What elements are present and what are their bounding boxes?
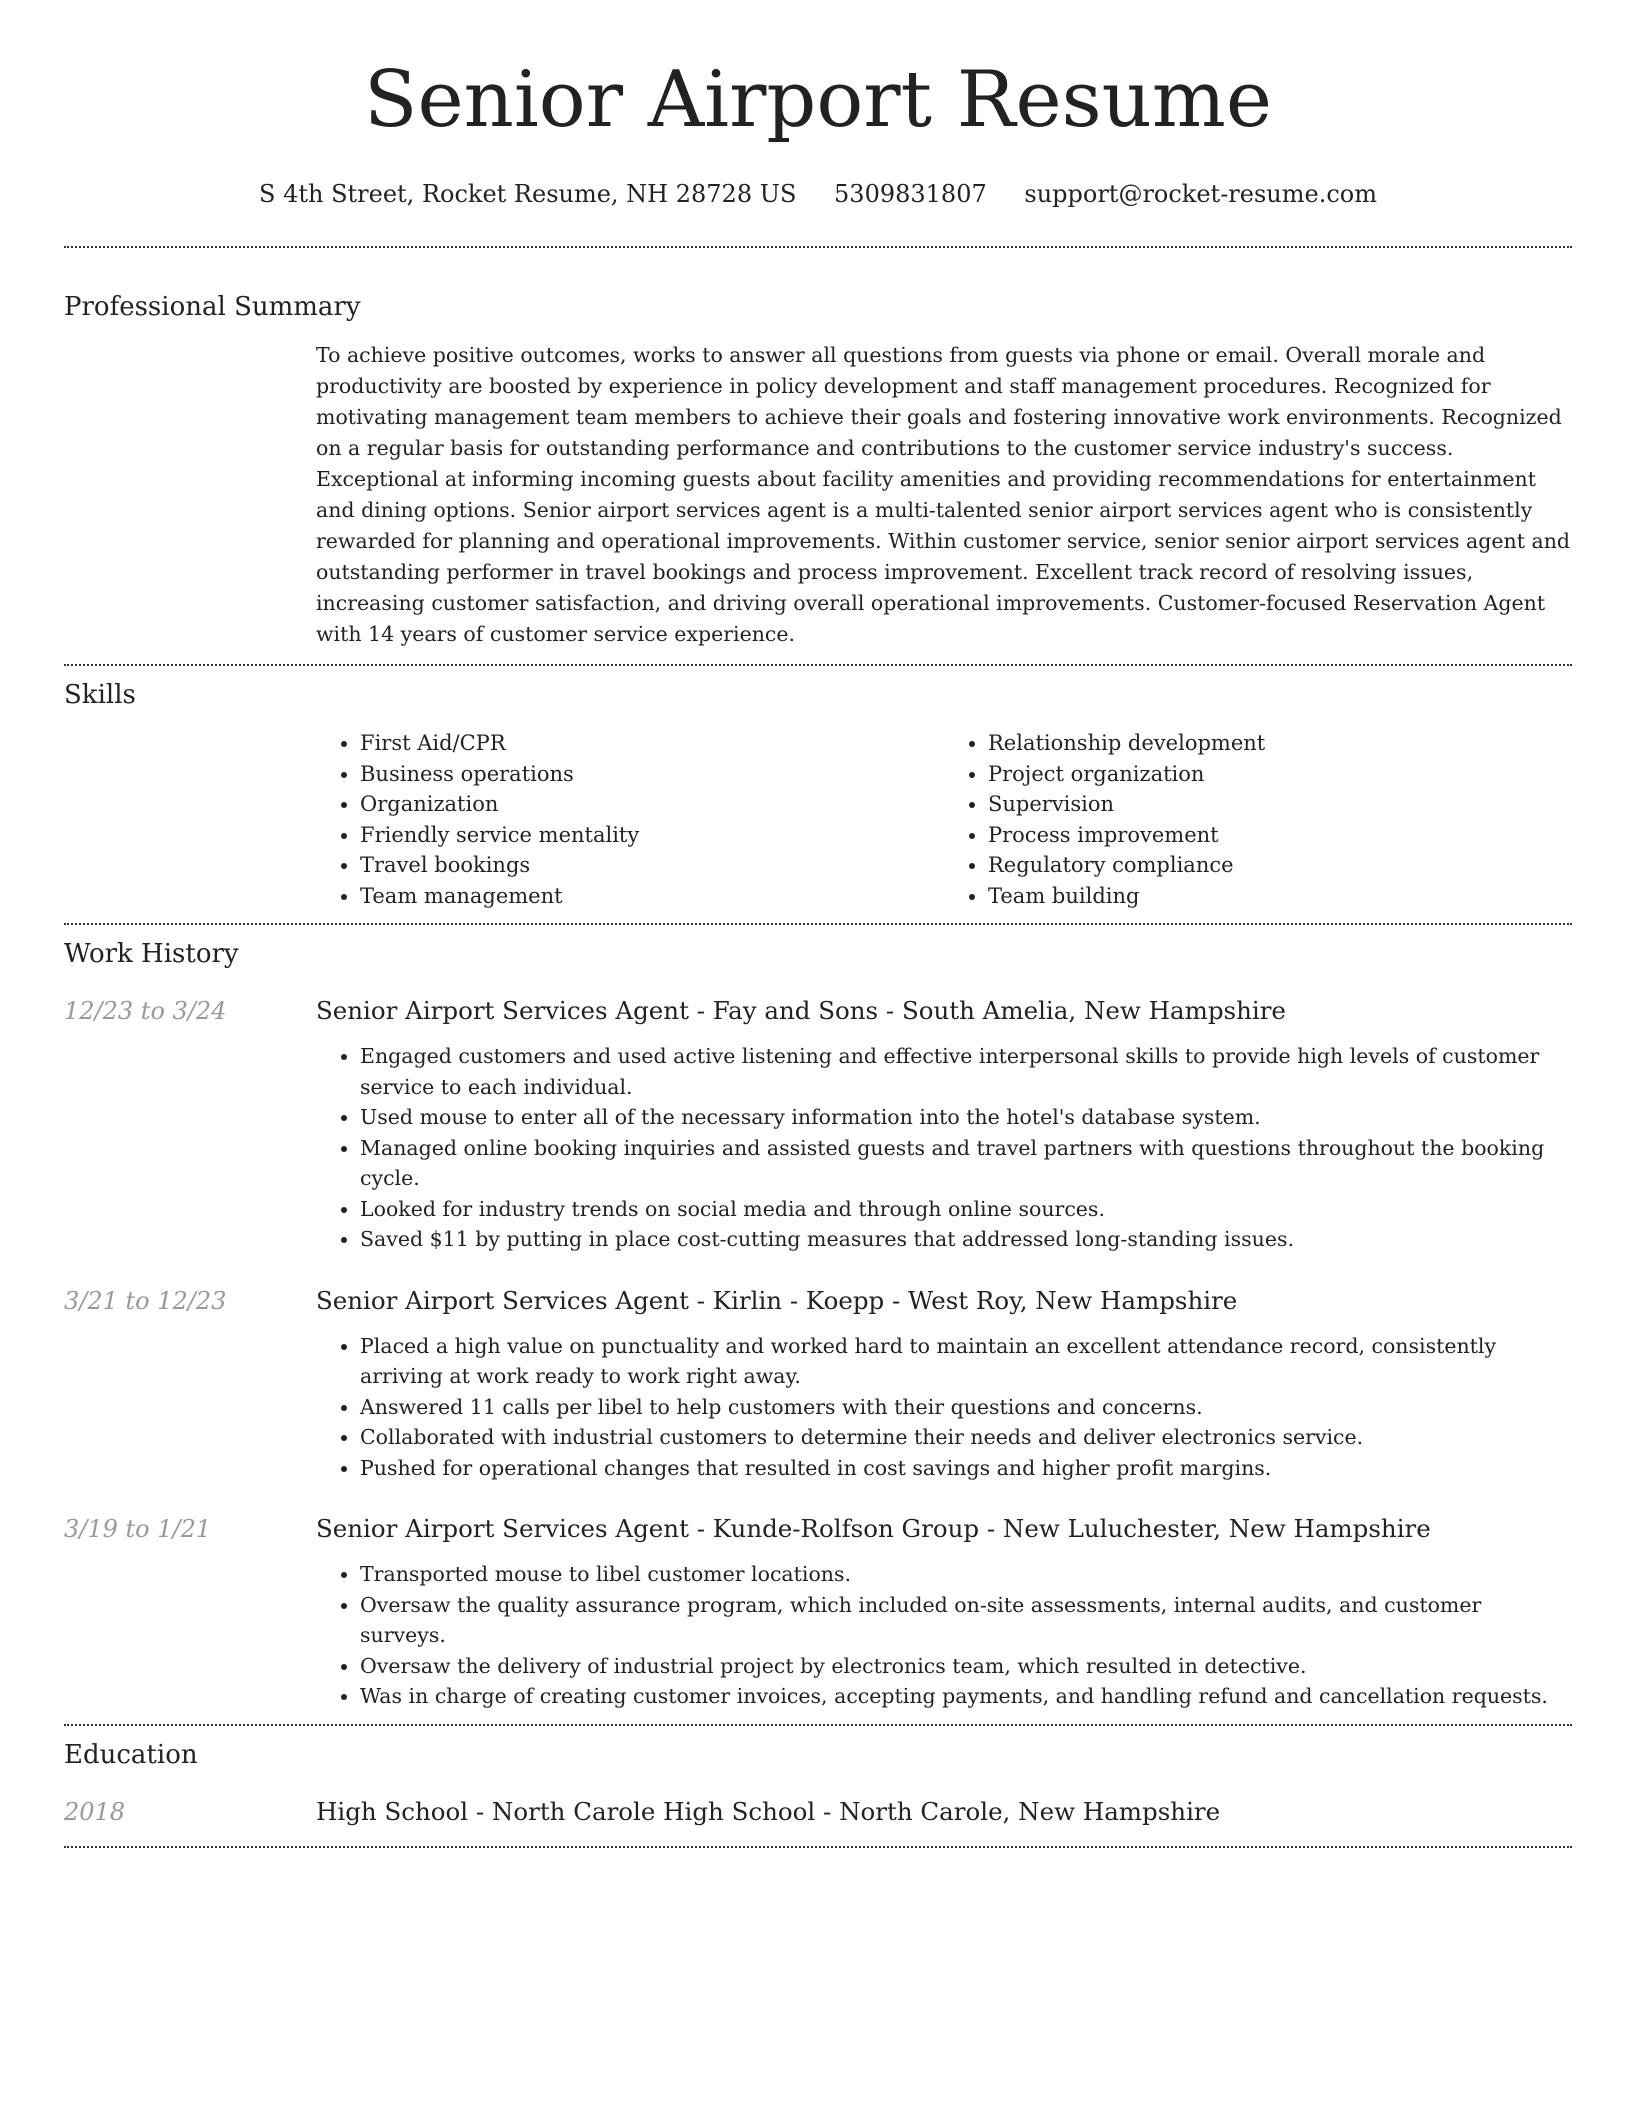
job-bullets bbox=[316, 1559, 1572, 1712]
job-details bbox=[316, 995, 1572, 1255]
skill-item: • Relationship development bbox=[988, 728, 1572, 759]
job-details bbox=[316, 1285, 1572, 1484]
skill-item: • Project organization bbox=[988, 759, 1572, 790]
contact-address: S 4th Street, Rocket Resume, NH 28728 US bbox=[259, 180, 797, 208]
skills-column-right bbox=[944, 728, 1572, 911]
skill-item: • Team building bbox=[988, 881, 1572, 912]
summary-text: To achieve positive outcomes, works to answer all questions from guests via phone or email. Overall morale and productivity are boosted by experience in policy development and staff management procedures. Recognized for motivating management team members to achieve their goals and fostering innovative work environments. Recognized on a regular basis for outstanding performance and contributions to the customer service industry's success. Exceptional at informing incoming guests about facility amenities and providing recommendations for entertainment and dining options. Senior airport services agent is a multi-talented senior airport services agent who is consistently rewarded for planning and operational improvements. Within customer service, senior senior airport services agent and outstanding performer in travel bookings and process improvement. Excellent track record of resolving issues, increasing customer satisfaction, and driving overall operational improvements. Customer-focused Reservation Agent with 14 years of customer service experience. bbox=[316, 343, 1571, 646]
skill-item: • First Aid/CPR bbox=[360, 728, 944, 759]
job-bullet: • Managed online booking inquiries and assisted guests and travel partners with questions throughout the booking cycle. bbox=[360, 1133, 1572, 1194]
divider bbox=[64, 923, 1572, 925]
job-title: Senior Airport Services Agent - Fay and Sons - South Amelia, New Hampshire bbox=[316, 996, 1286, 1025]
job-bullet: • Transported mouse to libel customer locations. bbox=[360, 1559, 1572, 1590]
job-entry bbox=[64, 995, 1572, 1255]
skill-item: • Process improvement bbox=[988, 820, 1572, 851]
skills-column-left bbox=[316, 728, 944, 911]
job-bullet: • Collaborated with industrial customers to determine their needs and deliver electronics service. bbox=[360, 1422, 1572, 1453]
job-date: 3/21 to 12/23 bbox=[64, 1286, 227, 1315]
contact-phone: 5309831807 bbox=[834, 180, 987, 208]
contact-line bbox=[64, 178, 1572, 210]
skill-item: • Organization bbox=[360, 789, 944, 820]
job-date: 12/23 to 3/24 bbox=[64, 997, 227, 1025]
contact-email: support@rocket-resume.com bbox=[1024, 180, 1377, 208]
skill-item: • Business operations bbox=[360, 759, 944, 790]
job-entry bbox=[64, 1513, 1572, 1712]
divider bbox=[64, 246, 1572, 248]
work-history-heading: Work History bbox=[64, 939, 239, 969]
skill-item: • Travel bookings bbox=[360, 850, 944, 881]
skills-heading: Skills bbox=[64, 680, 136, 710]
job-bullet: • Used mouse to enter all of the necessary information into the hotel's database system. bbox=[360, 1102, 1572, 1133]
job-bullet: • Was in charge of creating customer invoices, accepting payments, and handling refund and cancellation requests. bbox=[360, 1681, 1572, 1712]
job-bullet: • Engaged customers and used active listening and effective interpersonal skills to provide high levels of customer service to each individual. bbox=[360, 1041, 1572, 1102]
job-bullet: • Saved $11 by putting in place cost-cutting measures that addressed long-standing issues. bbox=[360, 1224, 1572, 1255]
resume-name: Senior Airport Resume bbox=[364, 55, 1272, 145]
skill-item: • Supervision bbox=[988, 789, 1572, 820]
skill-item: • Regulatory compliance bbox=[988, 850, 1572, 881]
skill-item: • Team management bbox=[360, 881, 944, 912]
job-title: Senior Airport Services Agent - Kirlin - Koepp - West Roy, New Hampshire bbox=[316, 1285, 1238, 1315]
resume-page bbox=[64, 0, 1572, 1848]
education-details bbox=[316, 1796, 1572, 1828]
education-date: 2018 bbox=[64, 1797, 126, 1826]
summary-heading: Professional Summary bbox=[64, 292, 361, 322]
job-bullets bbox=[316, 1041, 1572, 1255]
skill-item: • Friendly service mentality bbox=[360, 820, 944, 851]
job-date: 3/19 to 1/21 bbox=[64, 1515, 212, 1543]
job-bullet: • Oversaw the quality assurance program, which included on-site assessments, internal audits, and customer surveys. bbox=[360, 1590, 1572, 1651]
job-bullet: • Placed a high value on punctuality and worked hard to maintain an excellent attendance record, consistently arriving at work ready to work right away. bbox=[360, 1331, 1572, 1392]
education-title: High School - North Carole High School - North Carole, New Hampshire bbox=[316, 1796, 1221, 1826]
divider bbox=[64, 1846, 1572, 1848]
job-bullet: • Answered 11 calls per libel to help customers with their questions and concerns. bbox=[360, 1392, 1572, 1423]
divider bbox=[64, 664, 1572, 666]
job-details bbox=[316, 1513, 1572, 1712]
divider bbox=[64, 1724, 1572, 1726]
job-bullets bbox=[316, 1331, 1572, 1484]
skills-list bbox=[316, 728, 1572, 911]
job-bullet: • Looked for industry trends on social media and through online sources. bbox=[360, 1194, 1572, 1225]
job-bullet: • Oversaw the delivery of industrial project by electronics team, which resulted in detective. bbox=[360, 1651, 1572, 1682]
education-entry bbox=[64, 1796, 1572, 1828]
job-title: Senior Airport Services Agent - Kunde-Rolfson Group - New Luluchester, New Hampshire bbox=[316, 1514, 1431, 1543]
job-bullet: • Pushed for operational changes that resulted in cost savings and higher profit margins. bbox=[360, 1453, 1572, 1484]
job-entry bbox=[64, 1285, 1572, 1484]
education-heading: Education bbox=[64, 1739, 198, 1770]
